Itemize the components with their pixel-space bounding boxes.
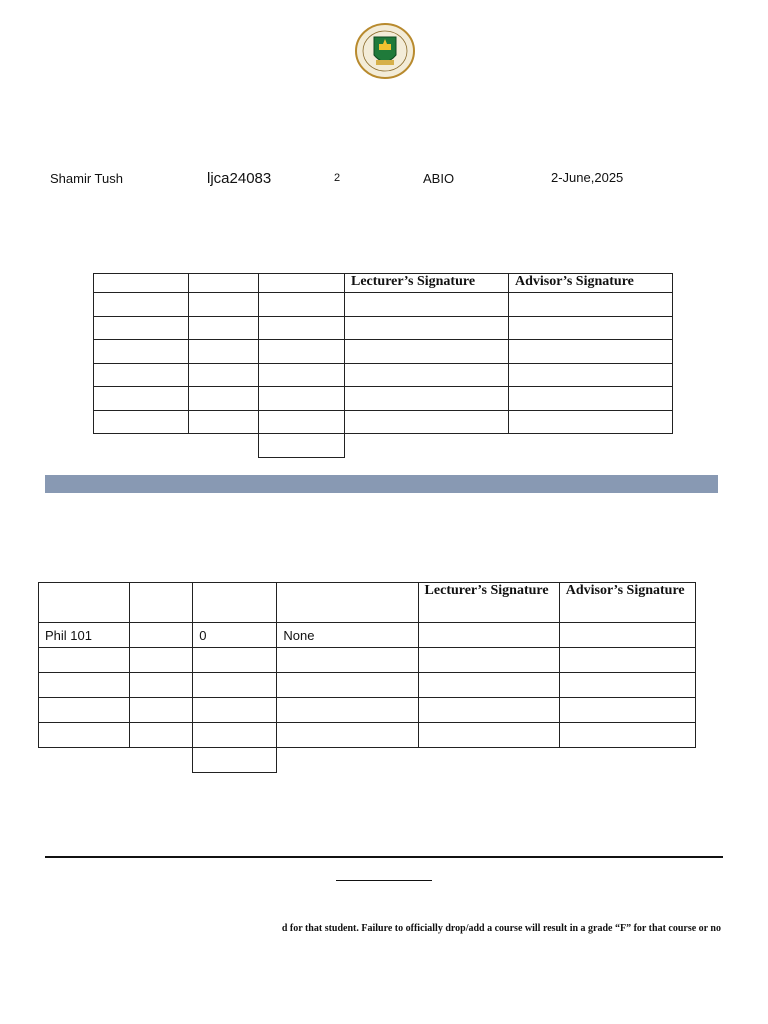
table-cell[interactable] (259, 387, 345, 411)
student-name: Shamir Tush (50, 171, 123, 186)
student-id: ljca24083 (207, 170, 272, 187)
table-row (94, 293, 673, 317)
table-cell[interactable] (39, 673, 130, 698)
table-cell[interactable] (39, 723, 130, 748)
table-cell[interactable] (130, 648, 193, 673)
table-cell[interactable] (277, 673, 418, 698)
table-cell[interactable] (418, 623, 559, 648)
table-row (94, 387, 673, 411)
table-cell[interactable] (345, 316, 509, 340)
table-cell[interactable] (345, 410, 509, 434)
credits-cell[interactable]: 0 (193, 623, 277, 648)
spacer-cell (277, 748, 418, 773)
table-row (39, 648, 696, 673)
table-cell[interactable] (189, 363, 259, 387)
table-cell[interactable] (130, 698, 193, 723)
table-cell[interactable] (189, 293, 259, 317)
spacer-cell (509, 434, 673, 458)
header-cell (277, 583, 418, 623)
table-cell[interactable] (39, 648, 130, 673)
table-cell[interactable] (130, 723, 193, 748)
table-cell[interactable] (94, 340, 189, 364)
table-cell[interactable] (509, 316, 673, 340)
table-cell[interactable] (94, 410, 189, 434)
student-level: 2 (334, 172, 341, 184)
table-row (94, 410, 673, 434)
header-cell (189, 274, 259, 293)
add-course-table (93, 273, 673, 458)
table-cell[interactable] (130, 673, 193, 698)
table-cell[interactable] (509, 387, 673, 411)
table-cell[interactable] (189, 387, 259, 411)
table-row (39, 623, 696, 648)
table-cell[interactable] (345, 293, 509, 317)
table-cell[interactable] (189, 340, 259, 364)
spacer-cell (39, 748, 130, 773)
table-cell[interactable] (418, 673, 559, 698)
policy-note: d for that student. Failure to officially drop/add a course will result in a grade “F” for that course or no (281, 923, 721, 934)
table-cell[interactable] (193, 673, 277, 698)
header-cell (259, 274, 345, 293)
drop-course-table (38, 582, 696, 773)
table-row (94, 316, 673, 340)
table-cell[interactable] (39, 698, 130, 723)
table-cell[interactable] (189, 316, 259, 340)
table-cell[interactable] (509, 293, 673, 317)
table-cell[interactable] (94, 293, 189, 317)
table-cell[interactable] (94, 363, 189, 387)
table-cell[interactable] (418, 698, 559, 723)
table-cell[interactable] (509, 340, 673, 364)
header-cell (39, 583, 130, 623)
footer-divider (45, 856, 723, 858)
table-row (94, 363, 673, 387)
table-cell[interactable] (259, 316, 345, 340)
table-cell[interactable] (193, 723, 277, 748)
table-cell[interactable] (559, 698, 695, 723)
spacer-cell (130, 748, 193, 773)
table-cell[interactable] (193, 648, 277, 673)
spacer-cell (94, 434, 189, 458)
table-cell[interactable] (193, 698, 277, 723)
table-cell[interactable] (277, 648, 418, 673)
table-cell[interactable] (418, 723, 559, 748)
table-cell[interactable] (559, 723, 695, 748)
table-cell[interactable] (509, 410, 673, 434)
table-cell[interactable] (345, 387, 509, 411)
table-cell[interactable] (559, 623, 695, 648)
table-cell[interactable] (130, 623, 193, 648)
table-row (94, 340, 673, 364)
lecturer-signature-header: Lecturer’s Signature (418, 583, 559, 623)
advisor-signature-header: Advisor’s Signature (559, 583, 695, 623)
course-code-cell[interactable]: Phil 101 (39, 623, 130, 648)
table-cell[interactable] (259, 293, 345, 317)
spacer-cell (559, 748, 695, 773)
table-cell[interactable] (94, 316, 189, 340)
spacer-cell (345, 434, 509, 458)
table-cell[interactable] (345, 340, 509, 364)
table-row (39, 723, 696, 748)
total-credits-cell[interactable] (259, 434, 345, 458)
college-crest-logo (354, 22, 416, 80)
table-cell[interactable] (277, 698, 418, 723)
table-cell[interactable] (277, 723, 418, 748)
total-credits-cell[interactable] (193, 748, 277, 773)
header-cell (94, 274, 189, 293)
table-header-row (39, 583, 696, 623)
section-divider-bar (45, 475, 718, 493)
total-row (94, 434, 673, 458)
table-cell[interactable] (509, 363, 673, 387)
student-program: ABIO (423, 171, 455, 186)
header-cell (130, 583, 193, 623)
table-header-row (94, 274, 673, 293)
lecturer-signature-header: Lecturer’s Signature (345, 274, 509, 293)
table-cell[interactable]: None (277, 623, 418, 648)
spacer-cell (418, 748, 559, 773)
table-cell[interactable] (559, 673, 695, 698)
table-cell[interactable] (559, 648, 695, 673)
signature-line (336, 880, 432, 881)
table-cell[interactable] (94, 387, 189, 411)
spacer-cell (189, 434, 259, 458)
table-cell[interactable] (345, 363, 509, 387)
table-cell[interactable] (259, 340, 345, 364)
header-cell (193, 583, 277, 623)
table-row (39, 673, 696, 698)
table-cell[interactable] (418, 648, 559, 673)
table-cell[interactable] (259, 410, 345, 434)
total-row (39, 748, 696, 773)
table-cell[interactable] (189, 410, 259, 434)
form-date: 2-June,2025 (551, 170, 624, 185)
table-cell[interactable] (259, 363, 345, 387)
advisor-signature-header: Advisor’s Signature (509, 274, 673, 293)
table-row (39, 698, 696, 723)
